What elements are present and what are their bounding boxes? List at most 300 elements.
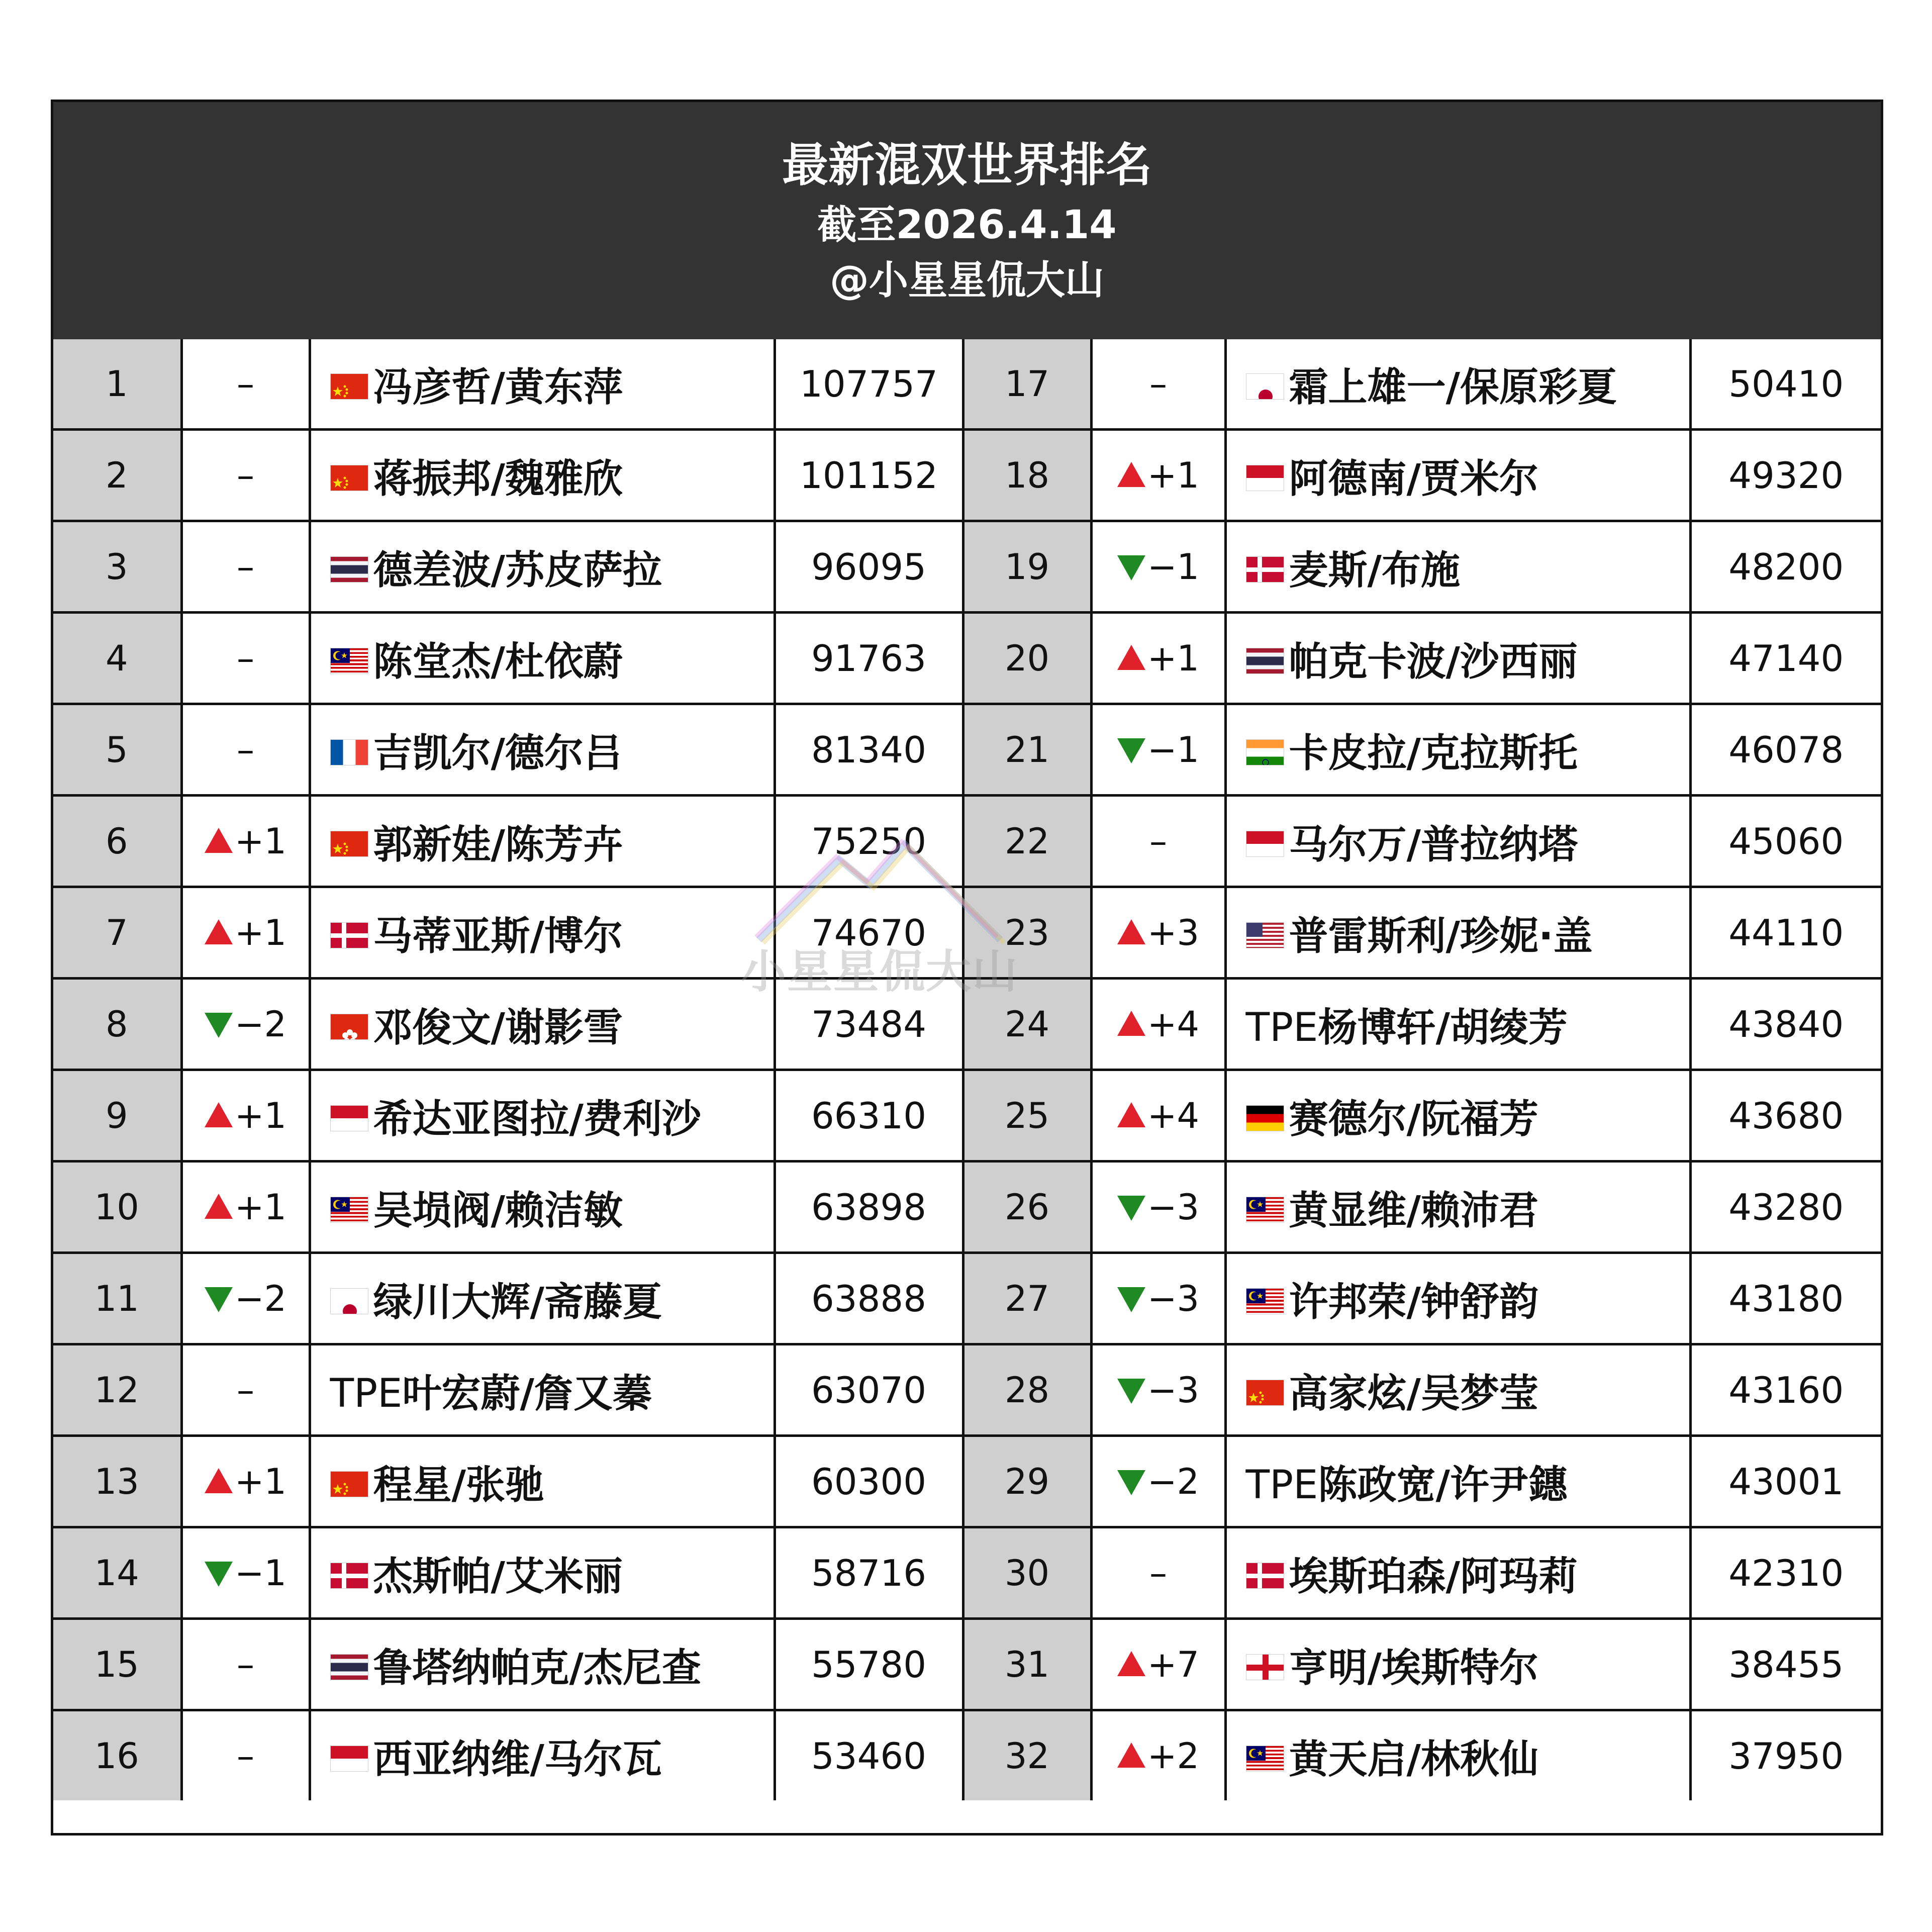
rank-change-cell: [1091, 796, 1225, 887]
pair-cell: [310, 339, 775, 430]
rank-number: 28: [1004, 1369, 1050, 1411]
table-row: [53, 979, 1881, 1070]
rank-change-cell: [1091, 1710, 1225, 1801]
rank-cell: [963, 1253, 1091, 1344]
rank-cell: [53, 613, 181, 704]
points-cell: [1690, 1710, 1881, 1801]
pair-name: 蒋振邦/魏雅欣: [373, 456, 623, 502]
rank-cell: [53, 1527, 181, 1619]
rank-cell: [53, 704, 181, 796]
rank-change-value: +1: [1147, 454, 1200, 496]
up-arrow-icon: [1117, 1102, 1145, 1127]
points-value: 50410: [1728, 362, 1844, 405]
rank-change-cell: [1091, 613, 1225, 704]
rank-change-value: +4: [1147, 1003, 1200, 1045]
rank-cell: [53, 1253, 181, 1344]
rank-change-value: –: [1149, 1552, 1167, 1594]
rank-cell: [53, 521, 181, 613]
flag-id-icon: [330, 1105, 368, 1131]
points-cell: [775, 1162, 963, 1253]
rank-cell: [53, 1162, 181, 1253]
points-cell: [775, 521, 963, 613]
rank-number: 9: [105, 1095, 128, 1136]
points-cell: [775, 1436, 963, 1527]
rank-change-value: –: [237, 363, 254, 405]
points-cell: [775, 1070, 963, 1162]
rank-cell: [963, 1070, 1091, 1162]
rank-change-value: –: [237, 546, 254, 588]
ranking-header: [53, 102, 1881, 339]
pair-name: 鲁塔纳帕克/杰尼查: [373, 1645, 701, 1691]
flag-my-icon: [330, 648, 368, 674]
points-value: 43180: [1728, 1277, 1844, 1320]
rank-number: 18: [1004, 454, 1050, 496]
rank-number: 10: [94, 1186, 139, 1228]
points-value: 53460: [811, 1734, 927, 1777]
rank-cell: [963, 1436, 1091, 1527]
points-cell: [775, 704, 963, 796]
rank-change-cell: [1091, 430, 1225, 521]
up-arrow-icon: [1117, 1011, 1145, 1036]
flag-dk-icon: [1246, 1563, 1284, 1589]
ranking-board: [51, 100, 1883, 1836]
points-cell: [775, 796, 963, 887]
rank-number: 32: [1004, 1735, 1050, 1777]
rank-change-value: +4: [1147, 1095, 1200, 1136]
flag-hk-icon: [330, 1014, 368, 1040]
points-cell: [775, 1619, 963, 1710]
points-value: 38455: [1728, 1643, 1844, 1686]
rank-change-value: –: [237, 637, 254, 679]
pair-cell: [1225, 1070, 1690, 1162]
points-cell: [1690, 704, 1881, 796]
rank-number: 11: [94, 1278, 139, 1319]
rank-cell: [963, 1619, 1091, 1710]
pair-cell: [1225, 887, 1690, 979]
pair-name: 陈政宽/许尹鏸: [1318, 1462, 1568, 1508]
rank-number: 7: [105, 912, 128, 953]
flag-de-icon: [1246, 1105, 1284, 1131]
points-cell: [1690, 1253, 1881, 1344]
rank-change-cell: [1091, 1070, 1225, 1162]
flag-th-icon: [1246, 648, 1284, 674]
up-arrow-icon: [1117, 462, 1145, 487]
points-cell: [1690, 1344, 1881, 1436]
pair-cell: [1225, 1527, 1690, 1619]
table-row: [53, 1344, 1881, 1436]
points-value: 60300: [811, 1460, 927, 1503]
rank-cell: [963, 521, 1091, 613]
pair-name: 杰斯帕/艾米丽: [373, 1554, 623, 1599]
pair-name: 许邦荣/钟舒韵: [1289, 1279, 1538, 1325]
rank-change-cell: [1091, 521, 1225, 613]
points-value: 101152: [800, 454, 938, 497]
pair-cell: [1225, 1344, 1690, 1436]
points-value: 66310: [811, 1094, 927, 1137]
pair-name: 叶宏蔚/詹又蓁: [402, 1371, 652, 1416]
rank-change-cell: [181, 1527, 310, 1619]
pair-cell: [1225, 521, 1690, 613]
rank-change-cell: [181, 1436, 310, 1527]
pair-cell: [310, 704, 775, 796]
points-cell: [775, 613, 963, 704]
rank-change-cell: [1091, 1253, 1225, 1344]
pair-name: 埃斯珀森/阿玛莉: [1289, 1554, 1578, 1599]
rank-cell: [963, 1344, 1091, 1436]
pair-cell: [310, 430, 775, 521]
up-arrow-icon: [205, 828, 233, 853]
pair-cell: [1225, 339, 1690, 430]
points-value: 43160: [1728, 1369, 1844, 1411]
table-row: [53, 1253, 1881, 1344]
flag-th-icon: [330, 556, 368, 583]
rank-change-cell: [181, 521, 310, 613]
pair-cell: [310, 1436, 775, 1527]
flag-cn-icon: [330, 373, 368, 400]
pair-name: 高家炫/吴梦莹: [1289, 1371, 1538, 1416]
down-arrow-icon: [205, 1287, 233, 1312]
points-value: 48200: [1728, 545, 1844, 588]
points-cell: [1690, 613, 1881, 704]
pair-cell: [310, 979, 775, 1070]
table-row: [53, 704, 1881, 796]
points-value: 43001: [1728, 1460, 1844, 1503]
pair-cell: [310, 1527, 775, 1619]
rank-change-value: −2: [234, 1003, 287, 1045]
pair-cell: [1225, 613, 1690, 704]
flag-my-icon: [1246, 1288, 1284, 1314]
rank-cell: [53, 796, 181, 887]
flag-dk-icon: [330, 922, 368, 948]
rank-cell: [963, 1710, 1091, 1801]
flag-cn-icon: [1246, 1380, 1284, 1406]
rank-number: 8: [105, 1003, 128, 1045]
ranking-table: [53, 339, 1881, 1800]
pair-cell: [1225, 1710, 1690, 1801]
points-value: 42310: [1728, 1552, 1844, 1594]
rank-number: 30: [1004, 1552, 1050, 1594]
rank-change-cell: [1091, 1344, 1225, 1436]
flag-my-icon: [330, 1197, 368, 1223]
pair-name: 亨明/埃斯特尔: [1289, 1645, 1538, 1691]
flag-cn-icon: [330, 1471, 368, 1497]
points-value: 37950: [1728, 1734, 1844, 1777]
rank-change-value: +1: [234, 820, 287, 862]
flag-jp-icon: [330, 1288, 368, 1314]
down-arrow-icon: [205, 1562, 233, 1587]
rank-change-cell: [181, 613, 310, 704]
pair-cell: [310, 1070, 775, 1162]
rank-number: 23: [1004, 912, 1050, 953]
up-arrow-icon: [1117, 645, 1145, 670]
table-row: [53, 339, 1881, 430]
pair-name: 马尔万/普拉纳塔: [1289, 822, 1578, 867]
rank-cell: [53, 1344, 181, 1436]
points-value: 91763: [811, 637, 927, 680]
rank-number: 3: [105, 546, 128, 588]
flag-id-icon: [330, 1746, 368, 1772]
down-arrow-icon: [1117, 1379, 1145, 1404]
rank-change-cell: [1091, 1162, 1225, 1253]
rank-number: 17: [1004, 363, 1050, 405]
date-subtitle: 截至2026.4.14: [817, 203, 1117, 248]
points-cell: [775, 339, 963, 430]
down-arrow-icon: [1117, 555, 1145, 581]
pair-cell: [1225, 1436, 1690, 1527]
pair-name: 陈堂杰/杜依蔚: [373, 639, 623, 685]
rank-number: 22: [1004, 820, 1050, 862]
points-cell: [1690, 1436, 1881, 1527]
up-arrow-icon: [205, 919, 233, 944]
rank-change-value: –: [237, 454, 254, 496]
flag-jp-icon: [1246, 373, 1284, 400]
up-arrow-icon: [1117, 919, 1145, 944]
flag-cn-icon: [330, 831, 368, 857]
points-value: 45060: [1728, 820, 1844, 862]
points-value: 63070: [811, 1369, 927, 1411]
pair-cell: [310, 613, 775, 704]
pair-name: 普雷斯利/珍妮·盖: [1289, 913, 1593, 959]
rank-change-value: –: [237, 1735, 254, 1777]
rank-change-value: +3: [1147, 912, 1200, 953]
country-code: TPE: [1245, 1462, 1318, 1508]
flag-dk-icon: [330, 1563, 368, 1589]
rank-number: 24: [1004, 1003, 1050, 1045]
rank-cell: [963, 613, 1091, 704]
pair-name: 黄天启/林秋仙: [1289, 1736, 1538, 1782]
rank-cell: [963, 1162, 1091, 1253]
rank-cell: [53, 1436, 181, 1527]
table-row: [53, 521, 1881, 613]
rank-change-cell: [181, 1162, 310, 1253]
rank-change-value: +2: [1147, 1735, 1200, 1777]
rank-change-value: –: [237, 1644, 254, 1685]
country-code: TPE: [1245, 1005, 1318, 1050]
pair-name: 吴埙阀/赖洁敏: [373, 1188, 623, 1233]
points-cell: [775, 887, 963, 979]
pair-cell: [310, 1253, 775, 1344]
pair-name: 邓俊文/谢影雪: [373, 1005, 623, 1050]
points-value: 58716: [811, 1552, 927, 1594]
rank-change-cell: [181, 1619, 310, 1710]
points-cell: [1690, 1162, 1881, 1253]
rank-change-value: −3: [1147, 1369, 1200, 1411]
rank-cell: [53, 1619, 181, 1710]
rank-number: 6: [105, 820, 128, 862]
flag-id-icon: [1246, 465, 1284, 491]
pair-cell: [310, 796, 775, 887]
points-cell: [1690, 339, 1881, 430]
pair-cell: [1225, 430, 1690, 521]
pair-cell: [1225, 979, 1690, 1070]
rank-change-value: +1: [1147, 637, 1200, 679]
pair-cell: [1225, 1619, 1690, 1710]
rank-cell: [963, 979, 1091, 1070]
rank-change-value: –: [1149, 363, 1167, 405]
rank-number: 21: [1004, 729, 1050, 770]
points-value: 74670: [811, 911, 927, 954]
pair-name: 郭新娃/陈芳卉: [373, 822, 623, 867]
flag-us-icon: [1246, 922, 1284, 948]
table-row: [53, 1527, 1881, 1619]
rank-change-value: +1: [234, 912, 287, 953]
watermark-text: 小星星侃大山: [741, 945, 1018, 998]
rank-number: 25: [1004, 1095, 1050, 1136]
pair-cell: [1225, 1253, 1690, 1344]
rank-change-cell: [181, 1710, 310, 1801]
pair-cell: [310, 521, 775, 613]
rank-change-value: +1: [234, 1095, 287, 1136]
points-cell: [1690, 430, 1881, 521]
rank-cell: [963, 887, 1091, 979]
points-cell: [775, 979, 963, 1070]
rank-change-value: −3: [1147, 1278, 1200, 1319]
points-cell: [1690, 979, 1881, 1070]
table-row: [53, 1710, 1881, 1801]
down-arrow-icon: [1117, 1470, 1145, 1495]
table-row: [53, 1070, 1881, 1162]
rank-change-value: –: [1149, 820, 1167, 862]
pair-name: 霜上雄一/保原彩夏: [1289, 364, 1617, 410]
pair-cell: [310, 887, 775, 979]
rank-change-value: –: [237, 1369, 254, 1411]
points-value: 96095: [811, 545, 927, 588]
points-cell: [775, 1527, 963, 1619]
rank-number: 31: [1004, 1644, 1050, 1685]
points-value: 75250: [811, 820, 927, 862]
pair-name: 杨博轩/胡绫芳: [1318, 1005, 1568, 1050]
rank-number: 1: [105, 363, 128, 405]
rank-change-cell: [1091, 1527, 1225, 1619]
pair-name: 西亚纳维/马尔瓦: [373, 1736, 662, 1782]
pair-cell: [310, 1162, 775, 1253]
rank-change-cell: [1091, 1619, 1225, 1710]
pair-name: 程星/张驰: [373, 1462, 544, 1508]
points-value: 49320: [1728, 454, 1844, 497]
pair-cell: [310, 1344, 775, 1436]
rank-change-cell: [1091, 1436, 1225, 1527]
flag-gb-eng-icon: [1246, 1654, 1284, 1680]
rank-change-cell: [181, 430, 310, 521]
country-code: TPE: [330, 1371, 403, 1416]
points-value: 43680: [1728, 1094, 1844, 1137]
flag-cn-icon: [330, 465, 368, 491]
table-row: [53, 1619, 1881, 1710]
table-row: [53, 613, 1881, 704]
up-arrow-icon: [1117, 1651, 1145, 1676]
rank-cell: [53, 339, 181, 430]
flag-my-icon: [1246, 1197, 1284, 1223]
points-value: 107757: [800, 362, 938, 405]
pair-name: 马蒂亚斯/博尔: [373, 913, 623, 959]
rank-change-cell: [181, 1070, 310, 1162]
rank-number: 27: [1004, 1278, 1050, 1319]
rank-cell: [53, 430, 181, 521]
up-arrow-icon: [205, 1102, 233, 1127]
points-value: 63898: [811, 1186, 927, 1228]
author-handle: @小星星侃大山: [829, 258, 1104, 303]
points-cell: [1690, 796, 1881, 887]
points-value: 55780: [811, 1643, 927, 1686]
flag-id-icon: [1246, 831, 1284, 857]
points-value: 81340: [811, 728, 927, 771]
pair-cell: [1225, 796, 1690, 887]
rank-cell: [53, 1070, 181, 1162]
rank-number: 15: [94, 1644, 139, 1685]
pair-name: 绿川大辉/斋藤夏: [373, 1279, 662, 1325]
pair-name: 赛德尔/阮福芳: [1289, 1096, 1538, 1142]
flag-my-icon: [1246, 1746, 1284, 1772]
rank-number: 4: [105, 637, 128, 679]
rank-cell: [963, 704, 1091, 796]
rank-number: 14: [94, 1552, 139, 1594]
pair-name: 帕克卡波/沙西丽: [1289, 639, 1578, 685]
points-cell: [775, 1253, 963, 1344]
points-cell: [1690, 1619, 1881, 1710]
pair-name: 麦斯/布施: [1289, 547, 1460, 593]
rank-change-value: −1: [1147, 546, 1200, 588]
rank-cell: [53, 979, 181, 1070]
table-row: [53, 796, 1881, 887]
rank-cell: [963, 796, 1091, 887]
rank-number: 29: [1004, 1461, 1050, 1502]
rank-change-cell: [1091, 887, 1225, 979]
pair-cell: [1225, 704, 1690, 796]
rank-number: 20: [1004, 637, 1050, 679]
rank-change-cell: [1091, 339, 1225, 430]
points-value: 47140: [1728, 637, 1844, 680]
rank-number: 19: [1004, 546, 1050, 588]
rank-cell: [53, 1710, 181, 1801]
pair-name: 黄显维/赖沛君: [1289, 1188, 1538, 1233]
rank-change-cell: [181, 1344, 310, 1436]
rank-change-cell: [181, 796, 310, 887]
points-value: 44110: [1728, 911, 1844, 954]
points-value: 63888: [811, 1277, 927, 1320]
rank-change-cell: [181, 979, 310, 1070]
rank-change-value: −2: [234, 1278, 287, 1319]
points-value: 43280: [1728, 1186, 1844, 1228]
points-cell: [775, 1710, 963, 1801]
rank-change-cell: [181, 704, 310, 796]
rank-cell: [963, 430, 1091, 521]
pair-name: 吉凯尔/德尔吕: [373, 730, 623, 776]
up-arrow-icon: [1117, 1743, 1145, 1768]
rank-change-value: −2: [1147, 1461, 1200, 1502]
rank-number: 5: [105, 729, 128, 770]
pair-name: 德差波/苏皮萨拉: [373, 547, 662, 593]
rank-change-value: +1: [234, 1461, 287, 1502]
rank-number: 16: [94, 1735, 139, 1777]
pair-name: 希达亚图拉/费利沙: [373, 1096, 701, 1142]
down-arrow-icon: [1117, 738, 1145, 763]
rank-cell: [963, 1527, 1091, 1619]
flag-dk-icon: [1246, 556, 1284, 583]
rank-change-cell: [181, 339, 310, 430]
rank-change-cell: [1091, 704, 1225, 796]
points-cell: [775, 430, 963, 521]
rank-number: 12: [94, 1369, 139, 1411]
rank-change-value: −3: [1147, 1186, 1200, 1228]
rank-cell: [53, 887, 181, 979]
table-row: [53, 1162, 1881, 1253]
points-cell: [1690, 521, 1881, 613]
rank-number: 26: [1004, 1186, 1050, 1228]
pair-cell: [1225, 1162, 1690, 1253]
rank-cell: [963, 339, 1091, 430]
points-cell: [775, 1344, 963, 1436]
rank-change-value: −1: [234, 1552, 287, 1594]
